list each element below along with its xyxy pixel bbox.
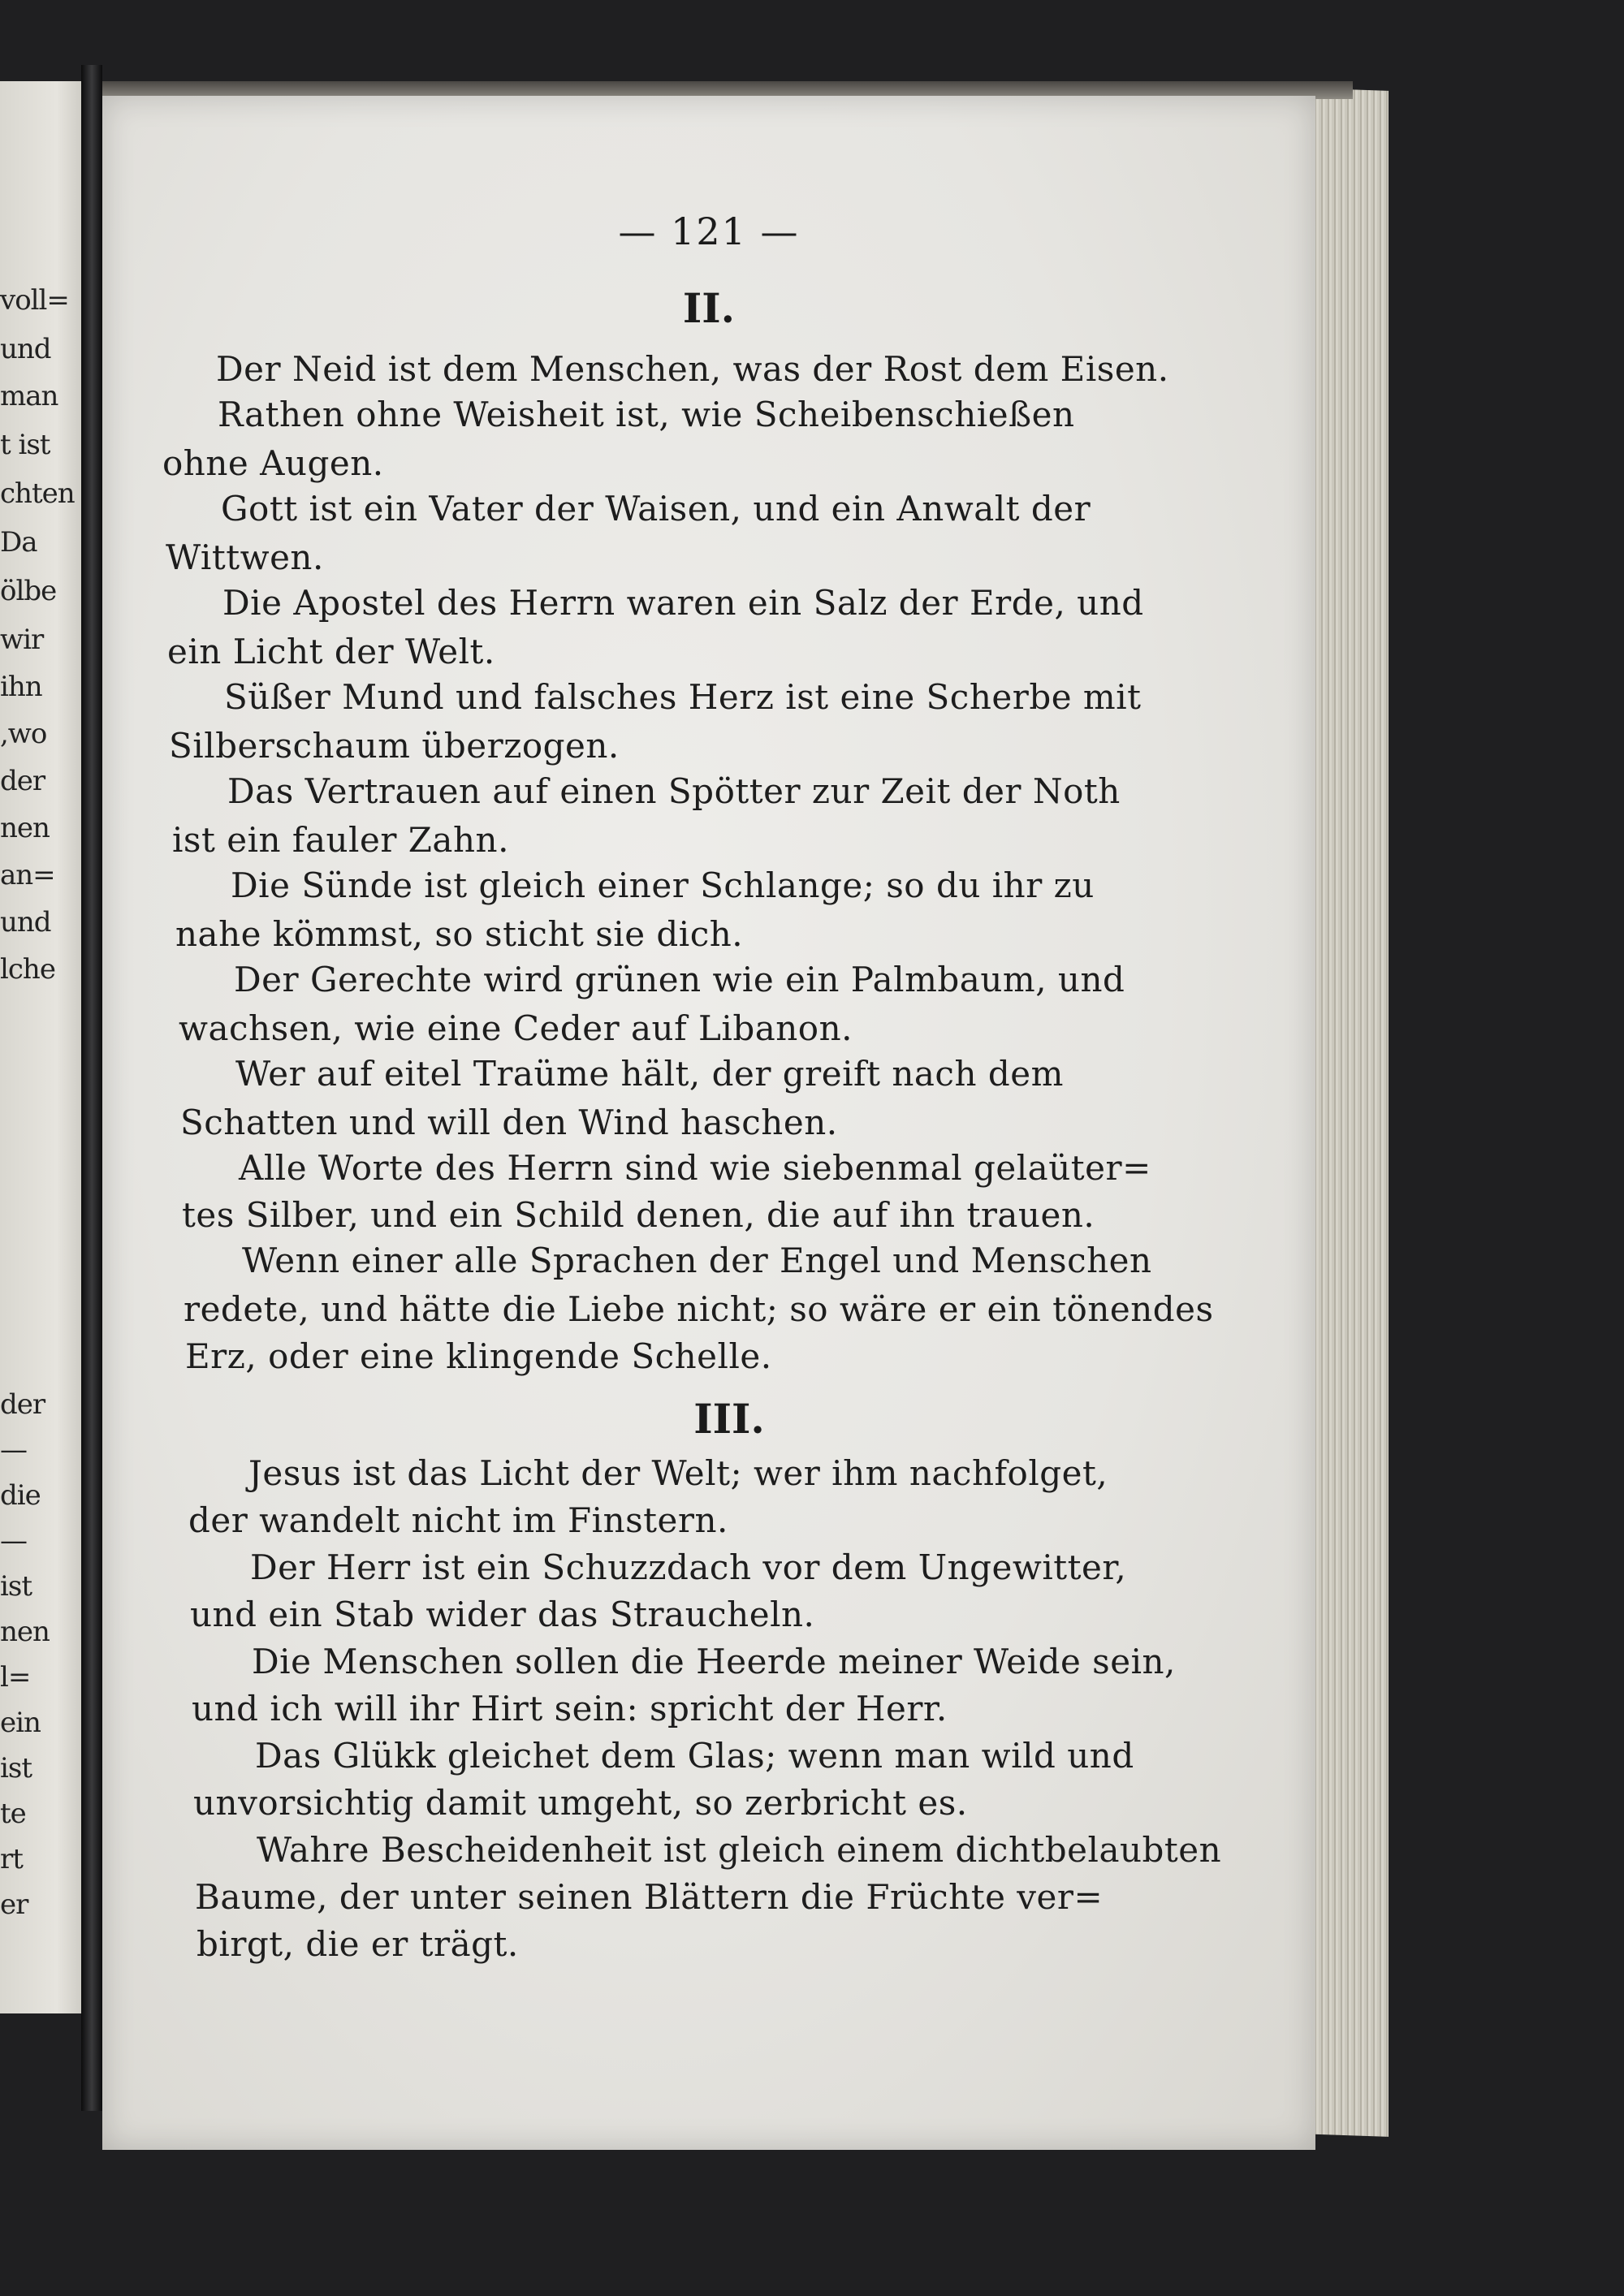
left-fragment: rt xyxy=(0,1843,23,1875)
section-heading: III. xyxy=(693,1395,765,1443)
text-line: ein Licht der Welt. xyxy=(167,632,495,671)
left-fragment: nen xyxy=(0,1616,50,1648)
text-line: Der Neid ist dem Menschen, was der Rost dem Eisen. xyxy=(216,349,1169,389)
text-line: birgt, die er trägt. xyxy=(197,1924,519,1964)
left-fragment: nen xyxy=(0,812,50,844)
text-line: Das Glükk gleichet dem Glas; wenn man wild und xyxy=(255,1736,1134,1776)
text-line: Wahre Bescheidenheit ist gleich einem dichtbelaubten xyxy=(257,1830,1222,1870)
text-line: wachsen, wie eine Ceder auf Libanon. xyxy=(179,1008,853,1048)
left-fragment: wir xyxy=(0,624,44,656)
left-fragment: und xyxy=(0,906,51,939)
text-line: Die Apostel des Herrn waren ein Salz der Erde, und xyxy=(222,583,1144,623)
left-fragment: ein xyxy=(0,1707,41,1739)
left-fragment: die xyxy=(0,1479,41,1512)
left-fragment: ist xyxy=(0,1570,32,1603)
left-fragment: te xyxy=(0,1798,26,1830)
left-fragment: t ist xyxy=(0,429,50,461)
text-line: ist ein fauler Zahn. xyxy=(172,820,509,860)
left-fragment: voll= xyxy=(0,284,69,317)
text-line: nahe kömmst, so sticht sie dich. xyxy=(175,914,744,954)
text-line: ohne Augen. xyxy=(162,443,384,483)
left-fragment: ,wo xyxy=(0,718,47,750)
text-line: Der Gerechte wird grünen wie ein Palmbaum, und xyxy=(234,960,1125,999)
left-fragment: und xyxy=(0,333,51,365)
text-line: Jesus ist das Licht der Welt; wer ihm nachfolget, xyxy=(248,1453,1108,1493)
text-line: Wenn einer alle Sprachen der Engel und Menschen xyxy=(242,1241,1152,1280)
text-line: Der Herr ist ein Schuzzdach vor dem Ungewitter, xyxy=(250,1547,1127,1587)
text-line: Schatten und will den Wind haschen. xyxy=(180,1103,838,1142)
left-fragment: — xyxy=(0,1525,27,1557)
text-line: Erz, oder eine klingende Schelle. xyxy=(185,1336,772,1376)
text-line: Baume, der unter seinen Blättern die Früchte ver= xyxy=(195,1877,1104,1917)
left-fragment: l= xyxy=(0,1661,31,1694)
text-line: Rathen ohne Weisheit ist, wie Scheibenschießen xyxy=(218,395,1075,434)
text-line: Wittwen. xyxy=(166,537,324,577)
text-line: und ich will ihr Hirt sein: spricht der Herr. xyxy=(192,1689,948,1728)
text-line: Wer auf eitel Traüme hält, der greift nach dem xyxy=(235,1054,1064,1094)
left-fragment: man xyxy=(0,380,58,412)
left-fragment: ihn xyxy=(0,671,42,703)
text-line: Gott ist ein Vater der Waisen, und ein Anwalt der xyxy=(221,489,1091,529)
left-fragment: ölbe xyxy=(0,575,57,607)
left-fragment: ist xyxy=(0,1752,32,1785)
page-number-header: — 121 — xyxy=(618,209,800,253)
left-fragment: Da xyxy=(0,526,37,559)
text-line: redete, und hätte die Liebe nicht; so wäre er ein tönendes xyxy=(184,1289,1214,1329)
left-page xyxy=(0,81,81,2013)
text-line: Die Menschen sollen die Heerde meiner Weide sein, xyxy=(252,1642,1176,1681)
left-fragment: an= xyxy=(0,859,55,891)
left-fragment: — xyxy=(0,1434,27,1466)
section-heading: II. xyxy=(682,284,736,332)
text-line: Das Vertrauen auf einen Spötter zur Zeit der Noth xyxy=(227,771,1121,811)
text-line: Silberschaum überzogen. xyxy=(169,726,620,766)
book-gutter xyxy=(81,65,102,2111)
text-line: Alle Worte des Herrn sind wie siebenmal gelaüter= xyxy=(239,1148,1151,1188)
left-fragment: chten xyxy=(0,477,75,510)
text-line: und ein Stab wider das Straucheln. xyxy=(190,1595,815,1634)
text-line: unvorsichtig damit umgeht, so zerbricht es. xyxy=(193,1783,968,1823)
left-fragment: er xyxy=(0,1888,28,1921)
text-line: Die Sünde ist gleich einer Schlange; so du ihr zu xyxy=(231,865,1095,905)
text-line: der wandelt nicht im Finstern. xyxy=(188,1500,728,1540)
left-fragment: der xyxy=(0,765,45,797)
text-line: tes Silber, und ein Schild denen, die auf ihn trauen. xyxy=(182,1195,1095,1235)
right-page xyxy=(102,96,1315,2150)
left-fragment: der xyxy=(0,1388,45,1421)
left-fragment: lche xyxy=(0,953,55,986)
text-line: Süßer Mund und falsches Herz ist eine Scherbe mit xyxy=(224,677,1142,717)
